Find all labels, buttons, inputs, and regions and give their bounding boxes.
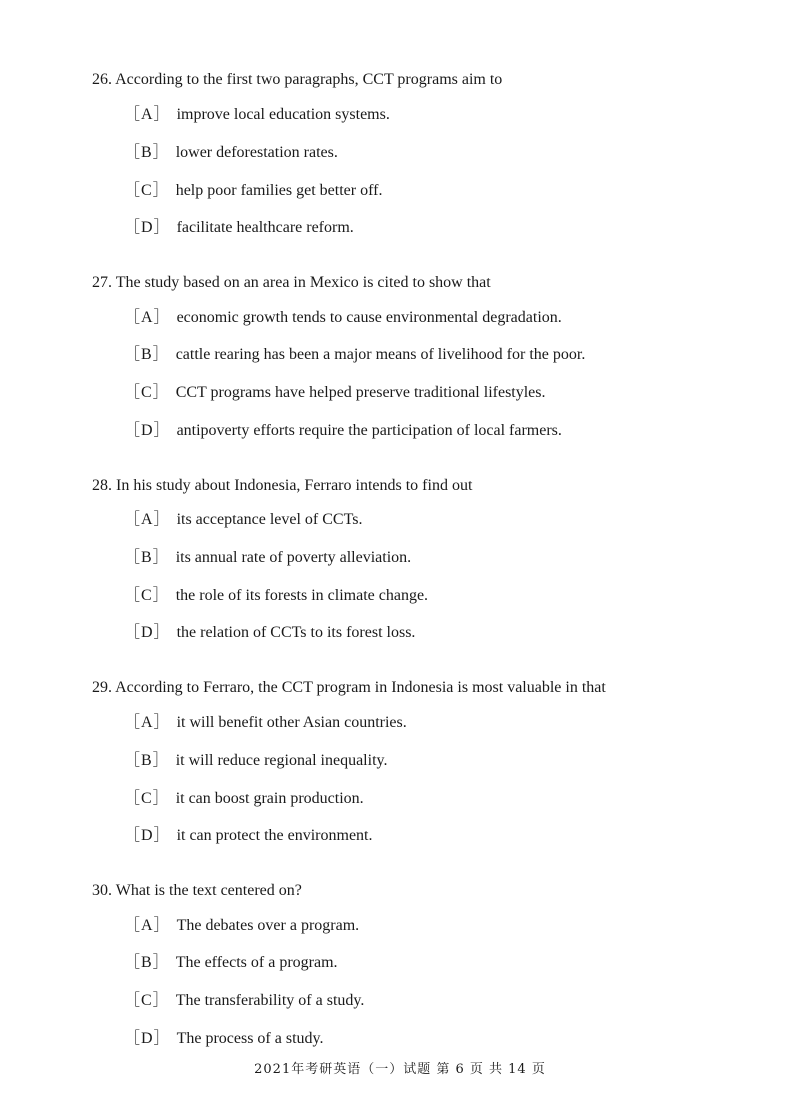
question-27-option-a xyxy=(124,308,562,328)
option-text: The effects of a program. xyxy=(175,954,338,971)
option-text: The process of a study. xyxy=(176,1030,324,1047)
page-footer: 2021年考研英语（一）试题 第 6 页 共 14 页 xyxy=(254,1062,546,1077)
option-text: The transferability of a study. xyxy=(175,992,365,1009)
option-letter: ［C］ xyxy=(124,384,170,401)
option-text: the role of its forests in climate change. xyxy=(175,587,429,604)
question-27-stem: 27. The study based on an area in Mexico is cited to show that xyxy=(92,274,491,291)
option-text: CCT programs have helped preserve traditional lifestyles. xyxy=(175,384,546,401)
question-26-option-b xyxy=(124,143,338,163)
option-text: its acceptance level of CCTs. xyxy=(176,511,363,528)
option-text: it can boost grain production. xyxy=(175,790,364,807)
option-letter: ［A］ xyxy=(124,917,171,934)
question-26-stem: 26. According to the first two paragraphs, CCT programs aim to xyxy=(92,71,503,88)
question-29-option-b xyxy=(124,751,387,771)
option-text: its annual rate of poverty alleviation. xyxy=(175,549,412,566)
question-27-option-c xyxy=(124,383,546,403)
option-text: The debates over a program. xyxy=(176,917,360,934)
option-text: improve local education systems. xyxy=(176,106,390,123)
option-letter: ［B］ xyxy=(124,954,170,971)
option-letter: ［D］ xyxy=(124,219,171,236)
option-letter: ［C］ xyxy=(124,587,170,604)
option-letter: ［D］ xyxy=(124,624,171,641)
option-letter: ［D］ xyxy=(124,1030,171,1047)
option-letter: ［A］ xyxy=(124,106,171,123)
option-letter: ［D］ xyxy=(124,827,171,844)
question-30-stem: 30. What is the text centered on? xyxy=(92,882,302,899)
option-letter: ［B］ xyxy=(124,346,170,363)
question-30-option-d xyxy=(124,1029,323,1049)
question-27-option-b xyxy=(124,345,585,365)
question-26-option-c xyxy=(124,181,382,201)
option-letter: ［B］ xyxy=(124,549,170,566)
option-letter: ［A］ xyxy=(124,511,171,528)
option-text: it can protect the environment. xyxy=(176,827,373,844)
question-26-option-a xyxy=(124,105,390,125)
option-letter: ［C］ xyxy=(124,790,170,807)
option-text: it will reduce regional inequality. xyxy=(175,752,388,769)
question-28-stem: 28. In his study about Indonesia, Ferraro intends to find out xyxy=(92,477,473,494)
question-29-option-d xyxy=(124,826,373,846)
question-29-option-c xyxy=(124,789,364,809)
option-text: it will benefit other Asian countries. xyxy=(176,714,407,731)
question-30-option-b xyxy=(124,953,338,973)
option-text: facilitate healthcare reform. xyxy=(176,219,354,236)
option-text: antipoverty efforts require the participation of local farmers. xyxy=(176,422,562,439)
question-29-stem: 29. According to Ferraro, the CCT program in Indonesia is most valuable in that xyxy=(92,679,606,696)
option-text: cattle rearing has been a major means of livelihood for the poor. xyxy=(175,346,586,363)
question-27-option-d xyxy=(124,421,562,441)
option-text: help poor families get better off. xyxy=(175,182,383,199)
question-30-option-a xyxy=(124,916,359,936)
option-letter: ［B］ xyxy=(124,752,170,769)
question-28-option-c xyxy=(124,586,428,606)
question-30-option-c xyxy=(124,991,364,1011)
option-letter: ［C］ xyxy=(124,182,170,199)
option-text: economic growth tends to cause environmental degradation. xyxy=(176,309,562,326)
question-28-option-a xyxy=(124,510,362,530)
option-letter: ［A］ xyxy=(124,714,171,731)
option-letter: ［A］ xyxy=(124,309,171,326)
question-29-option-a xyxy=(124,713,407,733)
question-26-option-d xyxy=(124,218,354,238)
question-28-option-b xyxy=(124,548,411,568)
question-28-option-d xyxy=(124,623,415,643)
option-text: the relation of CCTs to its forest loss. xyxy=(176,624,416,641)
option-letter: ［B］ xyxy=(124,144,170,161)
option-text: lower deforestation rates. xyxy=(175,144,338,161)
option-letter: ［D］ xyxy=(124,422,171,439)
option-letter: ［C］ xyxy=(124,992,170,1009)
